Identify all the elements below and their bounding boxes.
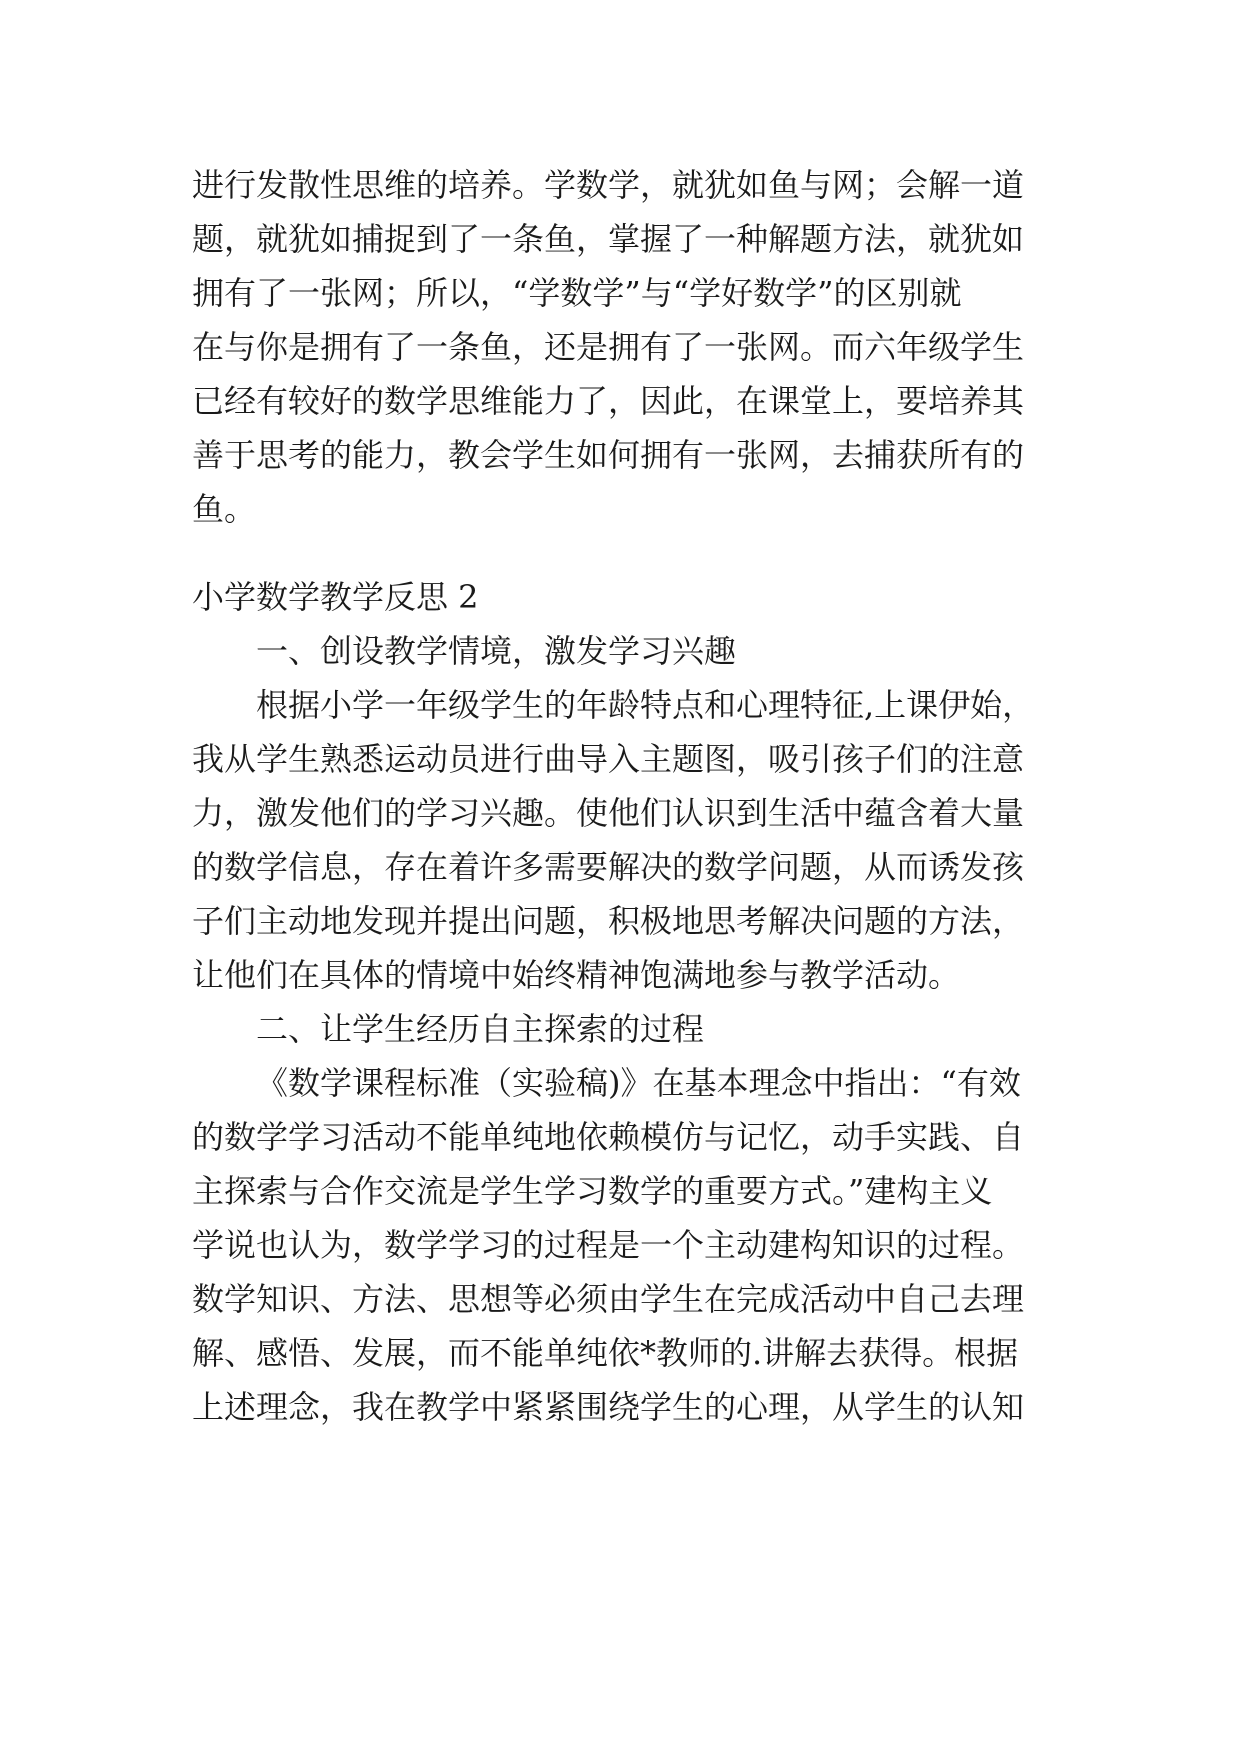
paragraph-3-line-1: 《数学课程标准（实验稿)》在基本理念中指出：“有效 — [256, 1064, 1021, 1102]
paragraph-3-line-3: 主探索与合作交流是学生学习数学的重要方式。”建构主义 — [192, 1172, 993, 1210]
paragraph-3-line-6: 解、感悟、发展，而不能单纯依*教师的.讲解去获得。根据 — [192, 1334, 1019, 1372]
paragraph-1-line-4: 在与你是拥有了一条鱼，还是拥有了一张网。而六年级学生 — [192, 328, 1025, 366]
paragraph-2-line-5: 子们主动地发现并提出问题，积极地思考解决问题的方法， — [192, 902, 1025, 940]
heading-1: 一、创设教学情境，激发学习兴趣 — [256, 632, 737, 670]
paragraph-1-line-6: 善于思考的能力，教会学生如何拥有一张网，去捕获所有的 — [192, 436, 1025, 474]
paragraph-2-line-2: 我从学生熟悉运动员进行曲导入主题图，吸引孩子们的注意 — [192, 740, 1025, 778]
paragraph-1-line-2: 题，就犹如捕捉到了一条鱼，掌握了一种解题方法，就犹如 — [192, 220, 1025, 258]
paragraph-1-line-3: 拥有了一张网；所以，“学数学”与“学好数学”的区别就 — [192, 274, 962, 312]
paragraph-3-line-4: 学说也认为，数学学习的过程是一个主动建构知识的过程。 — [192, 1226, 1025, 1264]
paragraph-2-line-6: 让他们在具体的情境中始终精神饱满地参与教学活动。 — [192, 956, 961, 994]
section-title: 小学数学教学反思 2 — [192, 578, 479, 616]
paragraph-3-line-7: 上述理念，我在教学中紧紧围绕学生的心理，从学生的认知 — [192, 1388, 1025, 1426]
paragraph-2-line-3: 力，激发他们的学习兴趣。使他们认识到生活中蕴含着大量 — [192, 794, 1025, 832]
paragraph-3-line-2: 的数学学习活动不能单纯地依赖模仿与记忆，动手实践、自 — [192, 1118, 1025, 1156]
paragraph-2-line-4: 的数学信息，存在着许多需要解决的数学问题，从而诱发孩 — [192, 848, 1025, 886]
paragraph-3-line-5: 数学知识、方法、思想等必须由学生在完成活动中自己去理 — [192, 1280, 1025, 1318]
heading-2: 二、让学生经历自主探索的过程 — [256, 1010, 705, 1048]
paragraph-1-line-5: 已经有较好的数学思维能力了，因此，在课堂上，要培养其 — [192, 382, 1025, 420]
paragraph-1-line-1: 进行发散性思维的培养。学数学，就犹如鱼与网；会解一道 — [192, 166, 1025, 204]
paragraph-1-line-7: 鱼。 — [192, 490, 257, 528]
paragraph-2-line-1: 根据小学一年级学生的年龄特点和心理特征,上课伊始， — [256, 686, 1035, 724]
